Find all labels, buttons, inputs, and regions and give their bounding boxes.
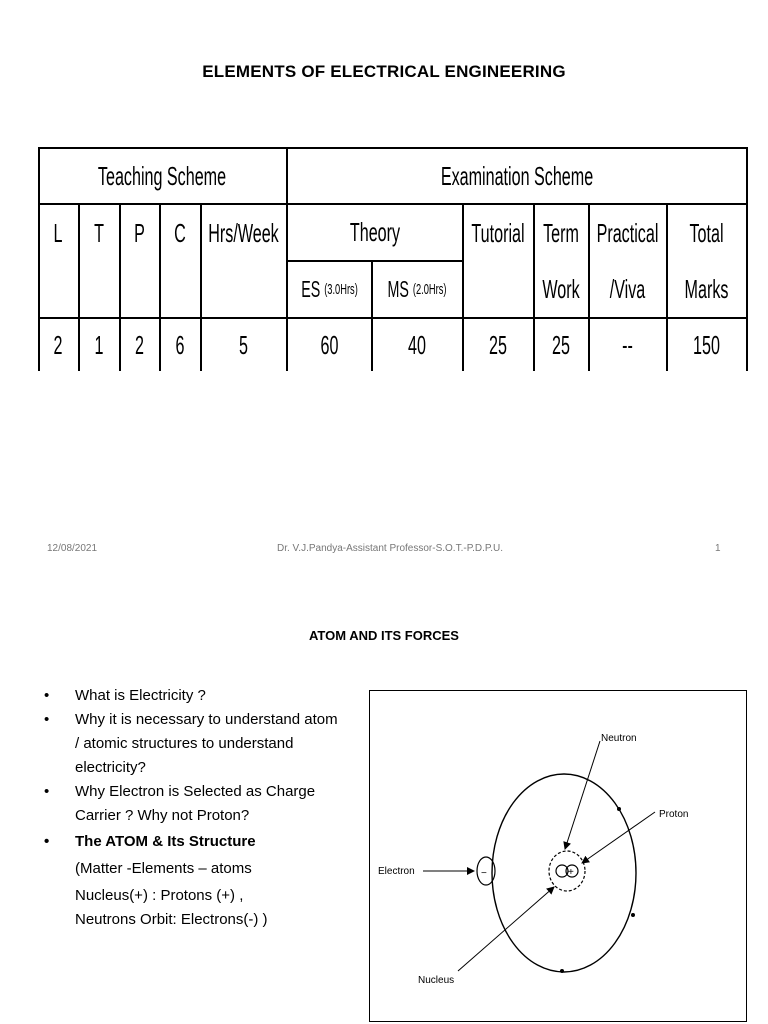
slide2-title: ATOM AND ITS FORCES [309, 628, 459, 643]
teaching-scheme-header: Teaching Scheme [97, 160, 227, 191]
table-rule [371, 260, 373, 371]
value-ms: 40 [408, 329, 426, 360]
electron-orbit [492, 774, 636, 972]
header-practical: Practical [596, 217, 659, 248]
note-line: (Matter -Elements – atoms [75, 860, 252, 877]
atom-diagram-svg [370, 691, 746, 1021]
note-line: Nucleus(+) : Protons (+) , [75, 887, 244, 904]
header-marks: Marks [684, 273, 729, 304]
header-theory: Theory [349, 217, 401, 247]
value-term-work: 25 [552, 329, 570, 360]
header-p: P [134, 217, 145, 248]
table-rule [38, 147, 40, 371]
header-es-label: ES [301, 276, 321, 302]
value-c: 6 [175, 329, 185, 360]
table-rule [588, 203, 590, 371]
header-term: Term [543, 217, 579, 248]
neutron-pointer [565, 741, 600, 849]
label-neutron: Neutron [601, 733, 637, 744]
table-border-right [746, 147, 748, 371]
bullet-dot: • [44, 711, 50, 728]
electron-symbol: − [481, 868, 487, 879]
bullet-text: The ATOM & Its Structure [75, 833, 256, 850]
bullet-dot: • [44, 687, 50, 704]
bullet-item [44, 830, 344, 854]
proton-symbol: + [568, 867, 574, 878]
table-rule [666, 203, 668, 371]
table-rule [286, 147, 288, 371]
footer-page-number: 1 [715, 543, 721, 554]
bullet-item [44, 708, 344, 780]
header-l: L [53, 217, 63, 248]
table-rule [462, 203, 464, 371]
proton-pointer [582, 812, 655, 863]
header-t: T [94, 217, 104, 248]
table-rule [159, 203, 161, 371]
table-rule [119, 203, 121, 371]
value-t: 1 [94, 329, 104, 360]
atom-diagram [369, 690, 747, 1022]
label-proton: Proton [659, 809, 689, 820]
table-rule [78, 203, 80, 371]
value-p: 2 [135, 329, 144, 360]
value-l: 2 [53, 329, 63, 360]
orbit-dot [631, 913, 635, 917]
slide-title: ELEMENTS OF ELECTRICAL ENGINEERING [202, 62, 566, 81]
header-ms-duration: (2.0Hrs) [412, 281, 447, 298]
header-c: C [174, 217, 186, 248]
bullet-list [44, 684, 344, 932]
bullet-dot: • [44, 833, 50, 850]
header-work: Work [542, 273, 580, 304]
value-practical: -- [622, 329, 633, 360]
header-total: Total [689, 217, 724, 248]
table-rule [200, 203, 202, 371]
header-hrs-week: Hrs/Week [208, 217, 279, 248]
label-electron: Electron [378, 866, 415, 877]
header-viva: /Viva [609, 273, 646, 304]
table-rule [533, 203, 535, 371]
nucleus-pointer [458, 887, 554, 971]
bullet-text: Why Electron is Selected as Charge Carrier ? Why not Proton? [75, 783, 316, 824]
footer-author: Dr. V.J.Pandya-Assistant Professor-S.O.T.-P.D.P.U. [277, 543, 504, 554]
bullet-item [44, 684, 344, 708]
header-ms-label: MS [387, 276, 409, 302]
nucleus-boundary [549, 851, 585, 891]
header-es-duration: (3.0Hrs) [324, 281, 358, 298]
examination-scheme-header: Examination Scheme [440, 160, 594, 191]
bullet-text: Why it is necessary to understand atom / atomic structures to understand electricity? [75, 711, 338, 776]
footer-date: 12/08/2021 [47, 543, 98, 554]
scheme-table [38, 147, 748, 371]
label-nucleus: Nucleus [418, 975, 455, 986]
orbit-dot [617, 807, 621, 811]
orbit-dot [560, 969, 564, 973]
bullet-dot: • [44, 783, 50, 800]
value-es: 60 [320, 329, 339, 360]
value-total: 150 [693, 329, 720, 360]
header-es [301, 262, 358, 317]
bullet-text: What is Electricity ? [75, 687, 206, 704]
bullet-item [44, 780, 344, 828]
value-hrs-week: 5 [239, 329, 248, 360]
header-ms [389, 262, 445, 317]
note-line: Neutrons Orbit: Electrons(-) ) [75, 911, 268, 928]
value-tutorial: 25 [489, 329, 507, 360]
header-tutorial: Tutorial [471, 217, 525, 248]
